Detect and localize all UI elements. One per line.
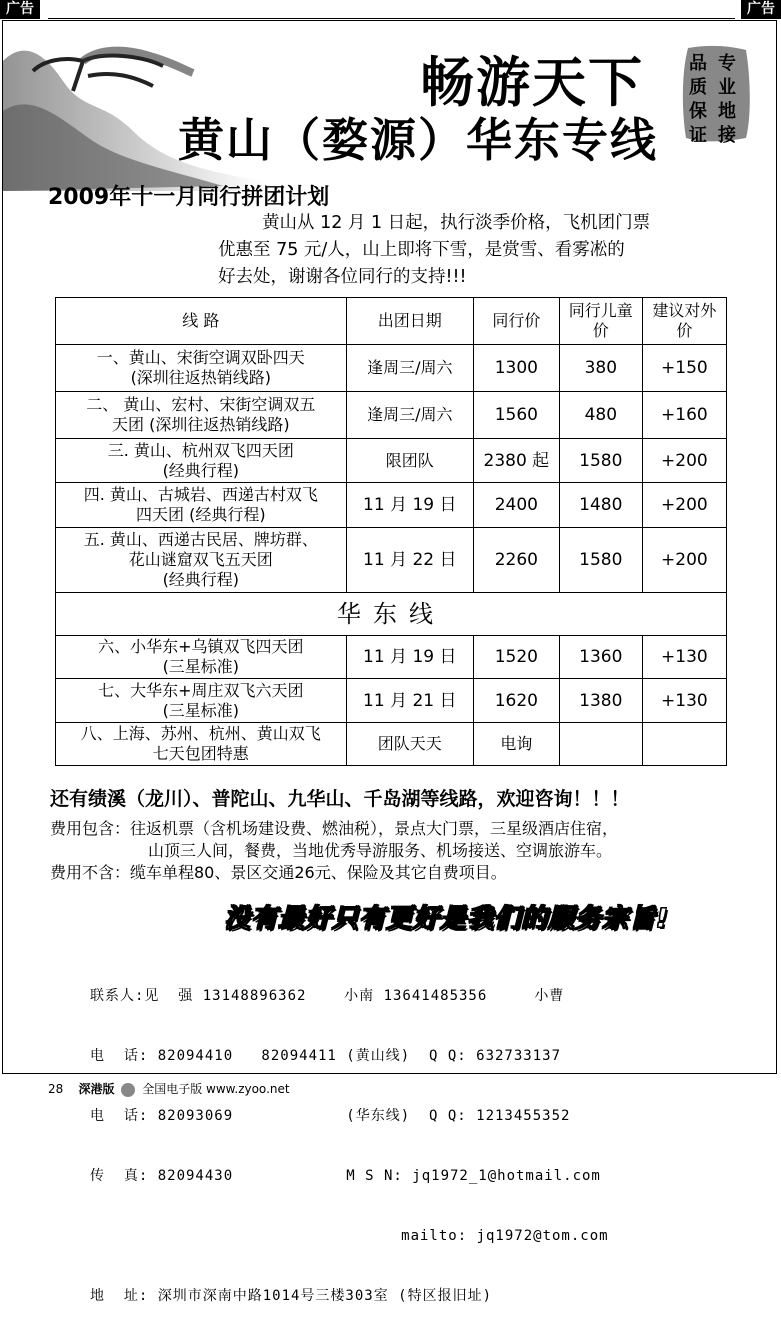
contact-line: 电 话: 82094410 82094411 (黄山线) Q Q: 632733137 bbox=[90, 1048, 562, 1064]
page-footer bbox=[48, 1080, 290, 1097]
header-route: 线 路 bbox=[56, 298, 347, 345]
suggested-price-cell: +130 bbox=[642, 679, 726, 723]
child-price-cell: 1580 bbox=[559, 439, 642, 483]
table-row bbox=[56, 439, 727, 483]
date-cell: 团队天天 bbox=[346, 723, 473, 766]
child-price-cell bbox=[559, 723, 642, 766]
price-cell: 电询 bbox=[473, 723, 559, 766]
header-date: 出团日期 bbox=[346, 298, 473, 345]
header-suggested-price: 建议对外价 bbox=[642, 298, 726, 345]
headline: 畅游天下 bbox=[420, 50, 644, 114]
child-price-cell: 480 bbox=[559, 392, 642, 439]
table-row bbox=[56, 528, 727, 593]
contact-line: 地 址: 深圳市深南中路1014号三楼303室 (特区报旧址) bbox=[90, 1288, 493, 1304]
child-price-cell: 380 bbox=[559, 345, 642, 392]
route-cell: 五. 黄山、西递古民居、牌坊群、 花山谜窟双飞五天团 (经典行程) bbox=[56, 528, 347, 593]
route-cell: 三. 黄山、杭州双飞四天团 (经典行程) bbox=[56, 439, 347, 483]
date-cell: 限团队 bbox=[346, 439, 473, 483]
price-cell: 1520 bbox=[473, 636, 559, 679]
publication-logo-icon bbox=[121, 1083, 135, 1097]
route-cell: 四. 黄山、古城岩、西递古村双飞 四天团 (经典行程) bbox=[56, 483, 347, 528]
section-title: 华东线 bbox=[56, 593, 727, 636]
contact-line: mailto: jq1972@tom.com bbox=[90, 1228, 609, 1244]
price-cell: 1620 bbox=[473, 679, 559, 723]
route-cell: 二、 黄山、宏村、宋街空调双五 天团 (深圳往返热销线路) bbox=[56, 392, 347, 439]
section-row bbox=[56, 593, 727, 636]
table-row bbox=[56, 392, 727, 439]
date-cell: 逢周三/周六 bbox=[346, 392, 473, 439]
top-rule bbox=[48, 18, 735, 19]
date-cell: 11 月 21 日 bbox=[346, 679, 473, 723]
ad-label-right: 广告 bbox=[741, 0, 781, 19]
suggested-price-cell: +150 bbox=[642, 345, 726, 392]
price-cell: 2260 bbox=[473, 528, 559, 593]
website-label: 全国电子版 www.zyoo.net bbox=[142, 1082, 290, 1096]
date-cell: 11 月 19 日 bbox=[346, 483, 473, 528]
date-cell: 11 月 19 日 bbox=[346, 636, 473, 679]
page-number: 28 bbox=[48, 1082, 64, 1096]
notice-line: 黄山从 12 月 1 日起，执行淡季价格，飞机团门票 bbox=[262, 213, 651, 233]
table-row bbox=[56, 723, 727, 766]
contact-line: 联系人:见 强 13148896362 小南 13641485356 小曹 bbox=[90, 988, 565, 1004]
fees-section bbox=[50, 818, 618, 884]
child-price-cell: 1380 bbox=[559, 679, 642, 723]
suggested-price-cell: +130 bbox=[642, 636, 726, 679]
table-row bbox=[56, 483, 727, 528]
contact-block bbox=[90, 946, 609, 1326]
table-header-row bbox=[56, 298, 727, 345]
header-child-price: 同行儿童价 bbox=[559, 298, 642, 345]
subheadline: 黄山（婺源）华东专线 bbox=[178, 113, 658, 167]
table-row bbox=[56, 679, 727, 723]
ad-label-left: 广告 bbox=[0, 0, 40, 19]
route-cell: 八、上海、苏州、杭州、黄山双飞 七天包团特惠 bbox=[56, 723, 347, 766]
table-row bbox=[56, 636, 727, 679]
contact-line: 电 话: 82093069 (华东线) Q Q: 1213455352 bbox=[90, 1108, 571, 1124]
plan-title: 2009年十一月同行拼团计划 bbox=[48, 185, 330, 210]
suggested-price-cell bbox=[642, 723, 726, 766]
price-cell: 2400 bbox=[473, 483, 559, 528]
suggested-price-cell: +200 bbox=[642, 528, 726, 593]
header-price: 同行价 bbox=[473, 298, 559, 345]
child-price-cell: 1580 bbox=[559, 528, 642, 593]
date-cell: 11 月 22 日 bbox=[346, 528, 473, 593]
notice-line: 优惠至 75 元/人，山上即将下雪，是赏雪、看雾凇的 bbox=[218, 240, 625, 260]
fees-included-continued: 山顶三人间，餐费，当地优秀导游服务、机场接送、空调旅游车。 bbox=[148, 841, 613, 860]
suggested-price-cell: +200 bbox=[642, 483, 726, 528]
suggested-price-cell: +160 bbox=[642, 392, 726, 439]
route-cell: 七、大华东+周庄双飞六天团 (三星标准) bbox=[56, 679, 347, 723]
fees-included-line: 费用包含：往返机票（含机场建设费、燃油税），景点大门票，三星级酒店住宿， bbox=[50, 819, 619, 838]
price-cell: 1300 bbox=[473, 345, 559, 392]
price-cell: 2380 起 bbox=[473, 439, 559, 483]
child-price-cell: 1480 bbox=[559, 483, 642, 528]
service-slogan: 没有最好只有更好是我们的服务宗旨! bbox=[224, 904, 669, 934]
notice-text bbox=[218, 210, 743, 291]
seal-column-2: 专 业 地 接 bbox=[718, 53, 736, 146]
seal-column-1: 品 质 保 证 bbox=[689, 53, 707, 146]
suggested-price-cell: +200 bbox=[642, 439, 726, 483]
more-lines-notice: 还有绩溪（龙川）、普陀山、九华山、千岛湖等线路，欢迎咨询！！！ bbox=[50, 788, 630, 810]
route-price-table bbox=[55, 297, 727, 766]
child-price-cell: 1360 bbox=[559, 636, 642, 679]
route-cell: 一、黄山、宋街空调双卧四天 (深圳往返热销线路) bbox=[56, 345, 347, 392]
price-cell: 1560 bbox=[473, 392, 559, 439]
edition-label: 深港版 bbox=[78, 1082, 115, 1096]
date-cell: 逢周三/周六 bbox=[346, 345, 473, 392]
fees-excluded-line: 费用不含：缆车单程80、景区交通26元、保险及其它自费项目。 bbox=[50, 863, 507, 882]
route-cell: 六、小华东+乌镇双飞四天团 (三星标准) bbox=[56, 636, 347, 679]
contact-line: 传 真: 82094430 M S N: jq1972_1@hotmail.com bbox=[90, 1168, 601, 1184]
table-row bbox=[56, 345, 727, 392]
notice-line: 好去处，谢谢各位同行的支持!!! bbox=[218, 267, 467, 287]
